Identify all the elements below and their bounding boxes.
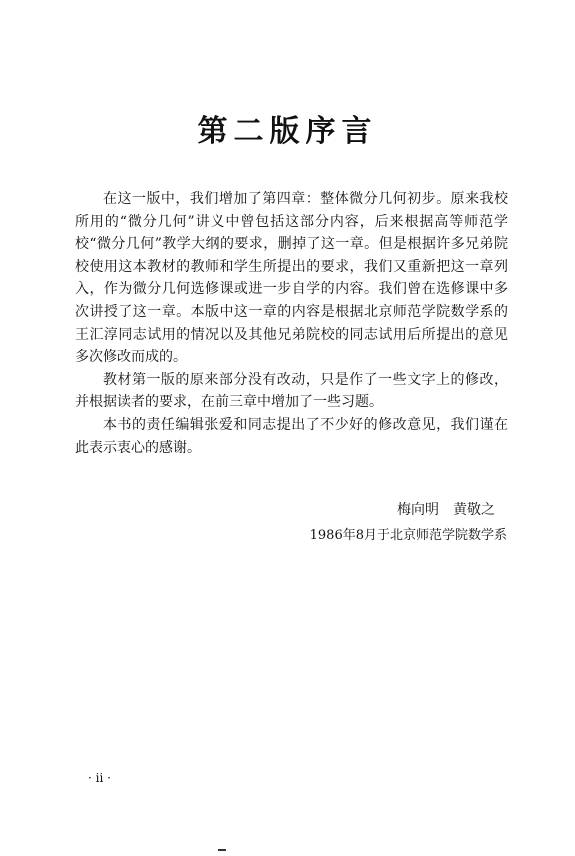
- author-names: [397, 500, 495, 520]
- author-1: 梅向明: [397, 502, 439, 518]
- page-title: 第二版序言: [197, 114, 378, 149]
- bottom-mark: [218, 849, 226, 851]
- paragraph-2: 教材第一版的原来部分没有改动，只是作了一些文字上的修改，并根据读者的要求，在前三章中增加了一些习题。: [75, 371, 508, 411]
- page-number: · ii ·: [88, 771, 111, 785]
- dateline: 1986年8月于北京师范学院数学系: [309, 528, 507, 543]
- preface-body: [75, 188, 508, 459]
- author-2: 黄敬之: [453, 502, 495, 518]
- paragraph-1: 在这一版中，我们增加了第四章：整体微分几何初步。原来我校所用的“微分几何”讲义中曾包括这部分内容，后来根据高等师范学校“微分几何”教学大纲的要求，删掉了这一章。但是根据许多兄弟院校使用这本教材的教师和学生所提出的要求，我们又重新把这一章列入，作为微分几何选修课或进一步自学的内容。我们曾在选修课中多次讲授了这一章。本版中这一章的内容是根据北京师范学院数学系的王汇淳同志试用的情况以及其他兄弟院校的同志试用后所提出的意见多次修改而成的。: [75, 191, 508, 366]
- paragraph-3: 本书的责任编辑张爱和同志提出了不少好的修改意见，我们谨在此表示衷心的感谢。: [75, 416, 508, 456]
